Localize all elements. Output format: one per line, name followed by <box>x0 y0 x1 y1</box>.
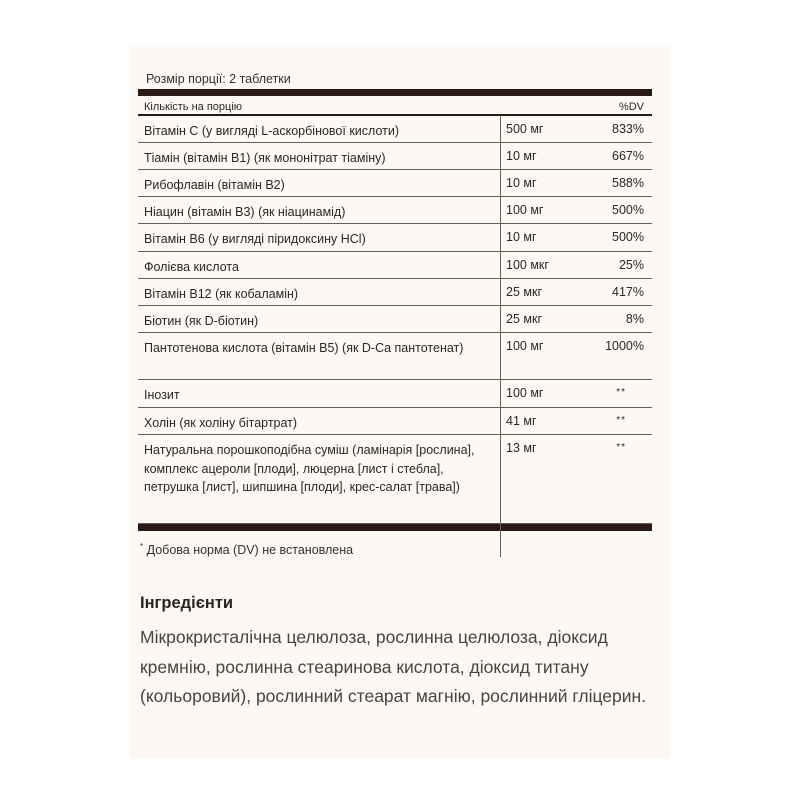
table-row <box>138 224 652 252</box>
nutrient-name: Тіамін (вітамін В1) (як мононітрат тіаміну) <box>144 151 386 165</box>
nutrient-name: Рибофлавін (вітамін В2) <box>144 178 285 192</box>
footnote <box>138 542 652 557</box>
nutrient-name: Фолієва кислота <box>144 260 239 274</box>
nutrient-name: Інозит <box>144 388 180 402</box>
table-body <box>138 116 652 524</box>
nutrient-daily-value: 667% <box>612 149 644 163</box>
nutrient-daily-value: 500% <box>612 230 644 244</box>
nutrient-name: Холін (як холіну бітартрат) <box>144 416 298 430</box>
table-row <box>138 279 652 306</box>
nutrient-amount: 100 мг <box>506 339 544 353</box>
serving-size: Розмір порції: 2 таблетки <box>146 72 291 86</box>
table-row <box>138 380 652 408</box>
nutrient-name: Вітамін В12 (як кобаламін) <box>144 287 299 301</box>
nutrient-daily-value: 833% <box>612 122 644 136</box>
nutrient-name: Вітамін В6 (у вигляді піридоксину HCl) <box>144 232 366 246</box>
nutrient-daily-value: 1000% <box>605 339 644 353</box>
supplement-facts-table <box>138 71 652 557</box>
nutrient-amount: 100 мг <box>506 386 544 400</box>
nutrient-name: Вітамін С (у вигляді L-аскорбінової кислоти) <box>144 124 399 138</box>
table-row <box>138 143 652 170</box>
nutrient-amount: 41 мг <box>506 414 537 428</box>
nutrient-daily-value: 25% <box>618 258 644 272</box>
nutrient-daily-value: ** <box>616 387 626 398</box>
supplement-facts-panel <box>130 45 670 758</box>
footnote-mark: * <box>140 542 144 551</box>
nutrient-amount: 25 мкг <box>506 285 542 299</box>
ingredients-text: Мікрокристалічна целюлоза, рослинна целюлоза, діоксид кремнію, рослинна стеаринова кислота, діоксид титану (кольоровий), рослинний стеарат магнію, рослинний гліцерин. <box>140 627 647 706</box>
nutrient-amount: 25 мкг <box>506 312 542 326</box>
footnote-text: Добова норма (DV) не встановлена <box>146 543 354 557</box>
nutrient-amount: 10 мг <box>506 149 537 163</box>
table-row <box>138 252 652 279</box>
nutrient-daily-value: ** <box>616 442 626 453</box>
header-daily-value: %DV <box>618 101 644 113</box>
nutrient-amount: 10 мг <box>506 230 537 244</box>
nutrient-daily-value: 417% <box>612 285 644 299</box>
table-bottom-bar <box>138 524 652 531</box>
nutrient-daily-value: 588% <box>612 176 644 190</box>
table-row <box>138 170 652 197</box>
table-row <box>138 116 652 143</box>
header-amount-per-serving: Кількість на порцію <box>144 101 243 113</box>
ingredients-title: Інгредієнти <box>140 594 234 612</box>
table-top-bar <box>138 89 652 96</box>
nutrient-amount: 13 мг <box>506 441 537 455</box>
nutrient-amount: 100 мг <box>506 203 544 217</box>
nutrient-daily-value: 8% <box>625 312 644 326</box>
nutrient-amount: 10 мг <box>506 176 537 190</box>
nutrient-name: Біотин (як D-біотин) <box>144 314 259 328</box>
nutrient-daily-value: 500% <box>612 203 644 217</box>
nutrient-daily-value: ** <box>616 415 626 426</box>
nutrient-amount: 100 мкг <box>506 258 549 272</box>
nutrient-amount: 500 мг <box>506 122 544 136</box>
nutrient-name: Пантотенова кислота (вітамін В5) (як D-Ca пантотенат) <box>144 341 464 355</box>
table-row <box>138 306 652 333</box>
nutrient-name: Ніацин (вітамін В3) (як ніацинамід) <box>144 205 346 219</box>
nutrient-name: Натуральна порошкоподібна суміш (ламінарія [рослина], комплекс ацероли [плоди], люцерна [лист і стебла], петрушка [лист], шипшина [плоди], крес-салат [трава]) <box>144 443 475 494</box>
column-divider <box>500 115 501 557</box>
table-row <box>138 197 652 224</box>
table-header-row <box>138 96 652 116</box>
table-row <box>138 435 652 524</box>
table-row <box>138 408 652 435</box>
table-row <box>138 333 652 380</box>
